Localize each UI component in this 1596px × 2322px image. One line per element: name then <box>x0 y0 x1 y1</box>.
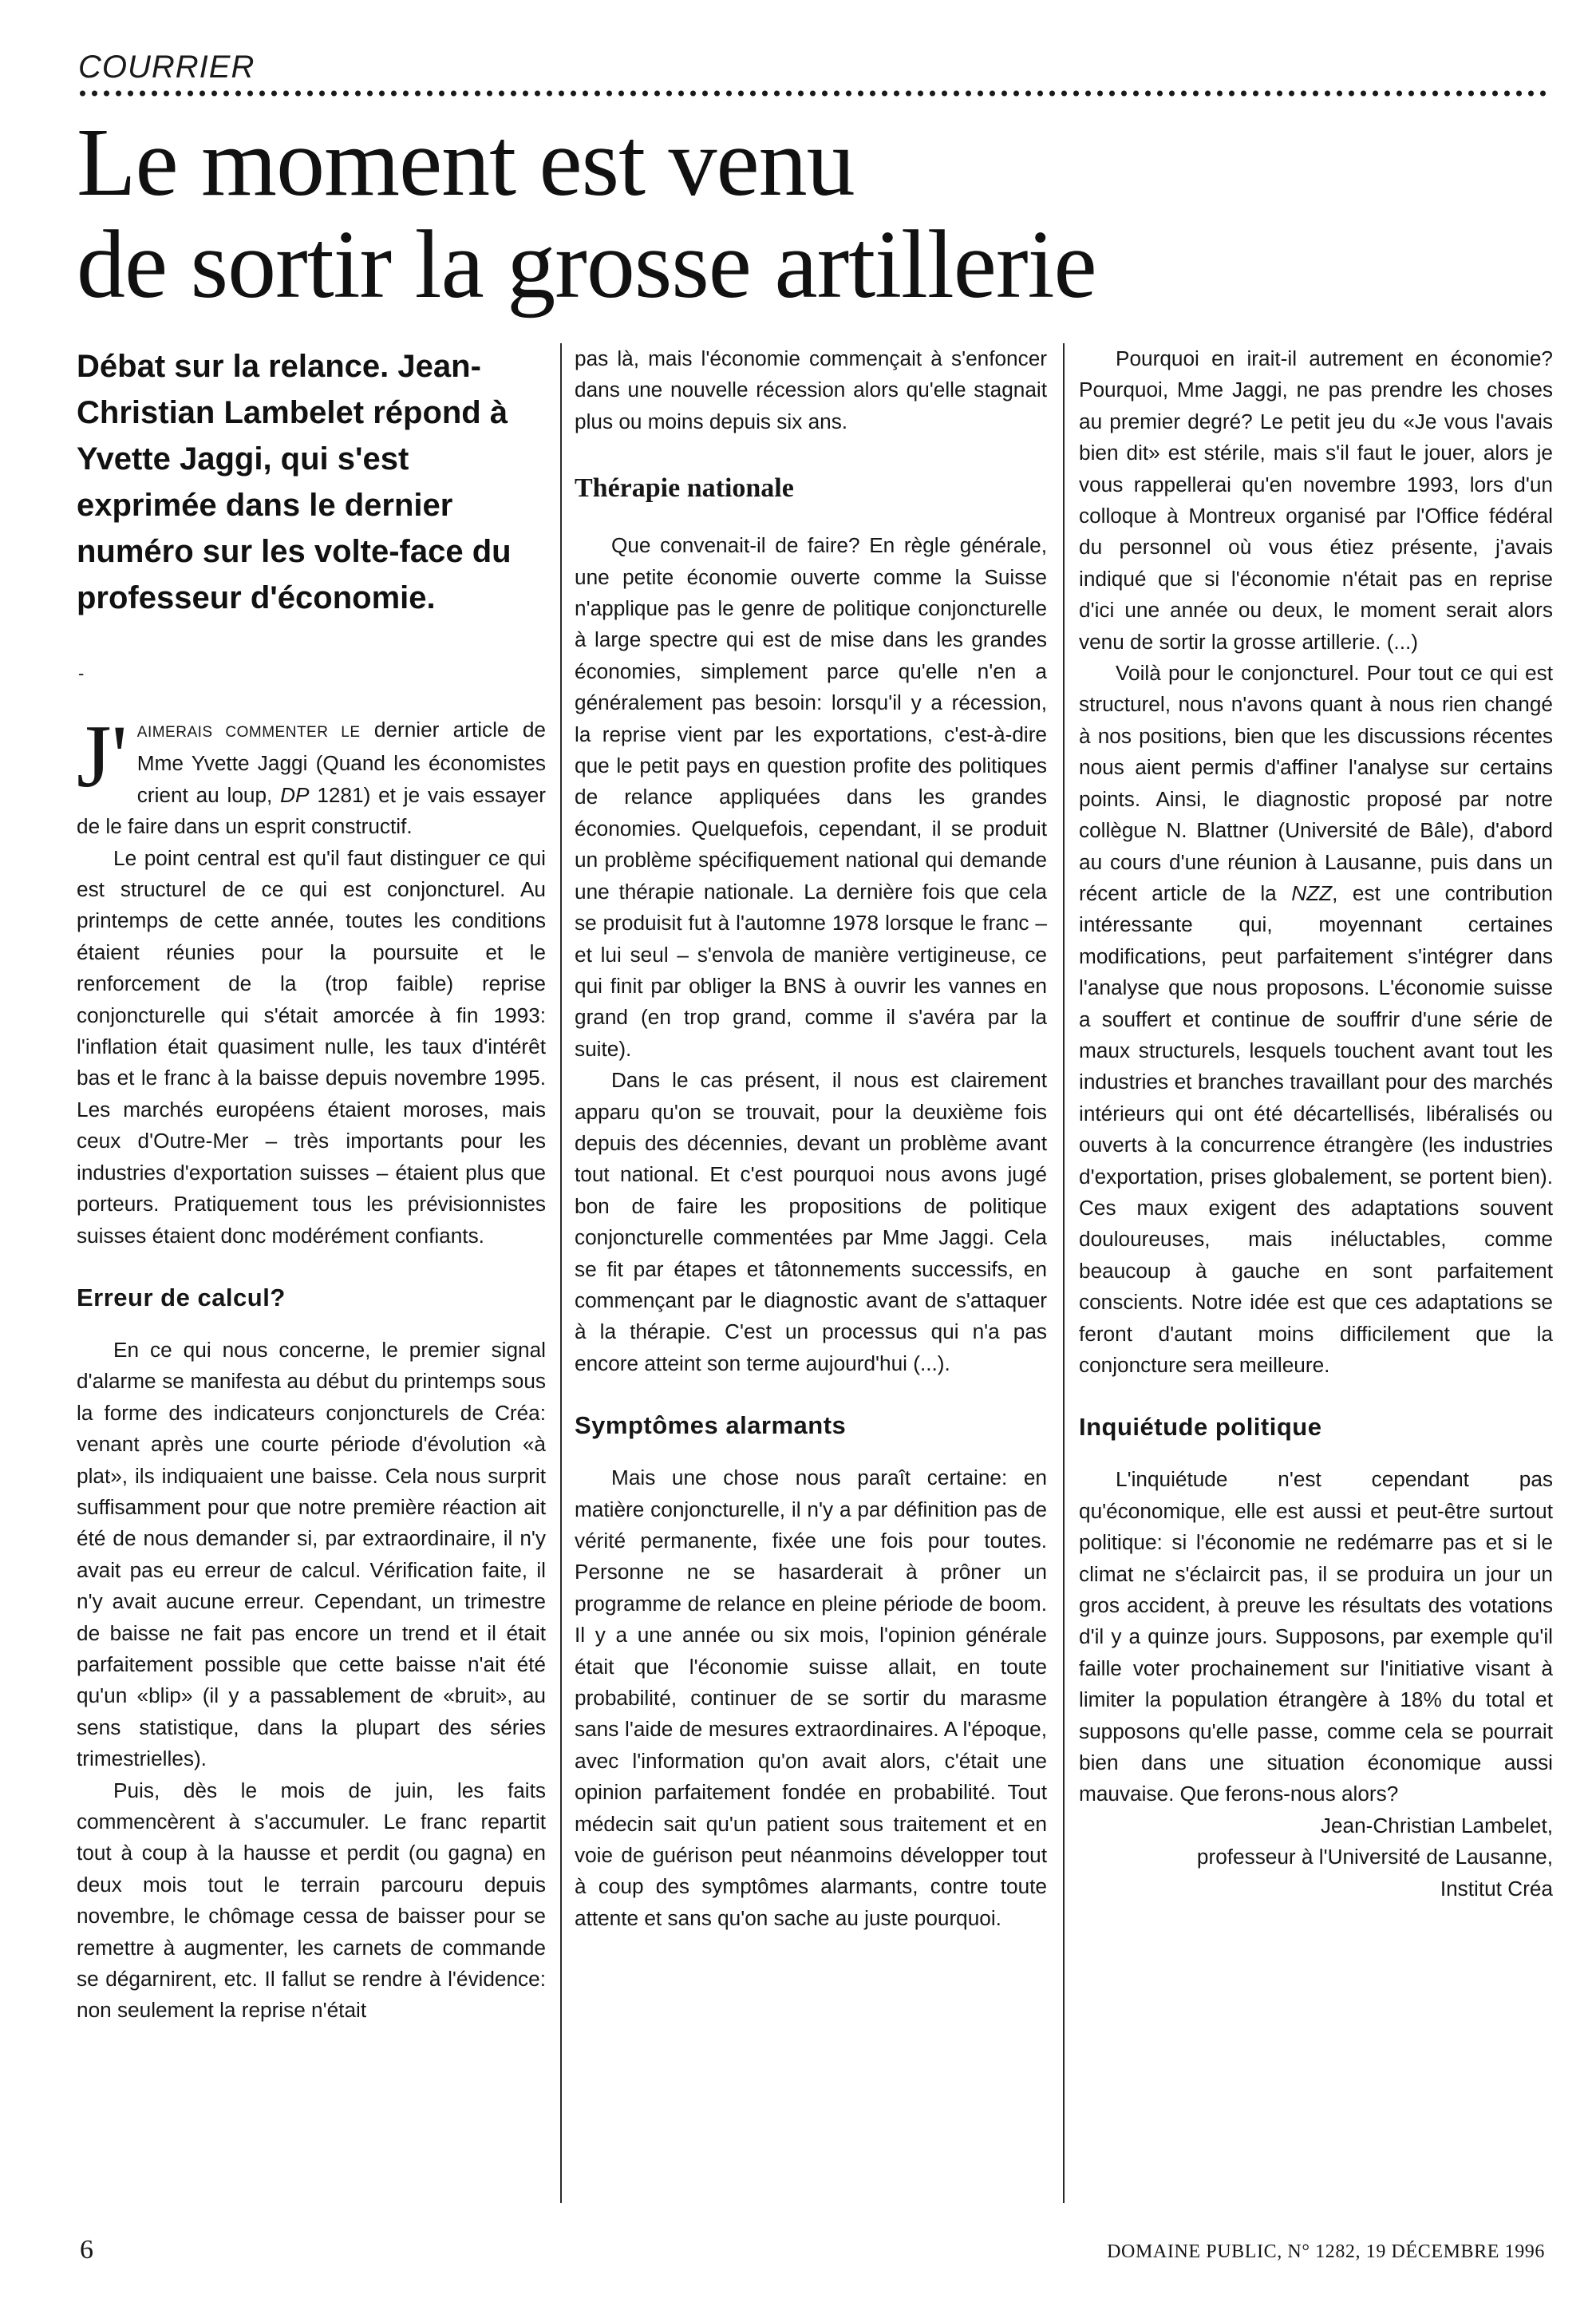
intro-ref: DP <box>280 782 310 807</box>
headline-line-2: de sortir la grosse artillerie <box>77 211 1096 318</box>
subheading-erreur: Erreur de calcul? <box>77 1283 286 1311</box>
signature-name: Jean-Christian Lambelet, <box>1320 1813 1553 1837</box>
paragraph-intro <box>77 707 547 843</box>
column-3 <box>1079 343 1553 1905</box>
lead-separator: - <box>78 663 85 683</box>
signature-role: professeur à l'Université de Lausanne, <box>1196 1845 1553 1869</box>
column-rule-2 <box>1063 343 1065 2203</box>
column-2 <box>575 343 1047 1934</box>
signature-institute: Institut Créa <box>1440 1876 1553 1901</box>
paragraph: Dans le cas présent, il nous est clairement apparu qu'on se trouvait, pour la deuxième fois depuis des décennies, devant un problème avant tout national. Et c'est pourquoi nous avons jugé bon de faire les propositions de politique conjoncturelle commentées par Mme Jaggi. Cela se fit par étapes et tâtonnements successifs, en commençant par le diagnostic avant de s'attaquer à la thérapie. C'est un processus qui n'a pas encore atteint son terme aujourd'hui (...). <box>575 1068 1047 1375</box>
dotted-rule <box>77 88 1547 99</box>
intro-text: dernier article de Mme Yvette Jaggi (Quand les économistes crient au loup, <box>136 718 546 807</box>
paragraph: Pourquoi en irait-il autrement en économie? Pourquoi, Mme Jaggi, ne pas prendre les choses au premier degré? Le petit jeu du «Je vous l'avais bien dit» est stérile, mais s'il faut le jouer, alors je vous rappellerai qu'en novembre 1993, lors d'un colloque à Montreux organisé par l'Office fédéral du personnel où vous étiez présente, j'avais indiqué que si l'économie n'était pas en reprise d'ici une année ou deux, le moment serait alors venu de sortir la grosse artillerie. (...) <box>1079 346 1553 654</box>
paragraph <box>1079 658 1553 1381</box>
paragraph-part-a: Voilà pour le conjoncturel. Pour tout ce qui est structurel, nous n'avons quant à nous rien changé à nos positions, bien que les discussions récentes nous aient permis d'affiner l'analyse sur certains points. Ainsi, le diagnostic proposé par notre collègue N. Blattner (Université de Bâle), d'abord au cours d'une réunion à Lausanne, puis dans un récent article de la <box>1079 661 1553 905</box>
drop-cap: J' <box>77 707 128 806</box>
paragraph: Le point central est qu'il faut distinguer ce qui est structurel de ce qui est conjoncturel. Au printemps de cette année, toutes les conditions étaient réunies pour la poursuite et le renforcement de la (trop faible) reprise conjoncturelle qui s'était amorcée à fin 1993: l'inflation était quasiment nulle, les taux d'intérêt bas et le franc à la baisse depuis novembre 1995. Les marchés européens étaient moroses, mais ceux d'Outre-Mer – très importants pour les industries d'exportation suisses – étaient plus que porteurs. Pratiquement tous les prévisionnistes suisses étaient donc modérément confiants. <box>77 845 546 1248</box>
subheading-symptomes: Symptômes alarmants <box>575 1411 847 1440</box>
paragraph-continued: pas là, mais l'économie commençait à s'enfoncer dans une nouvelle récession alors qu'elle stagnait plus ou moins depuis six ans. <box>575 346 1047 433</box>
column-1 <box>77 343 546 2027</box>
paragraph: Que convenait-il de faire? En règle générale, une petite économie ouverte comme la Suisse n'applique pas le genre de politique conjoncturelle à large spectre qui est de mise dans les grandes économies, simplement parce qu'elle n'en a généralement pas besoin: lorsqu'il y a récession, la reprise vient par les exportations, c'est-à-dire que le petit pays en question profite des politiques de relance appliquées dans les grandes économies. Quelquefois, cependant, il se produit un problème spécifiquement national qui demande une thérapie nationale. La dernière fois que cela se produisit fut à l'automne 1978 lorsque le franc – et lui seul – s'envola de manière vertigineuse, ce qui finit par obliger la BNS à ouvrir les vannes en grand (en trop grand, comme il s'avéra par la suite). <box>575 533 1047 1061</box>
smallcaps-lead: AIMERAIS COMMENTER LE <box>136 724 361 741</box>
subheading-therapie: Thérapie nationale <box>575 473 794 504</box>
section-rubric: COURRIER <box>78 49 255 85</box>
paragraph: Mais une chose nous paraît certaine: en matière conjoncturelle, il n'y a par définition pas de vérité permanente, fixée une fois pour toutes. Personne ne se hasarderait à prôner un programme de relance en pleine période de boom. Il y a une année ou six mois, l'opinion générale était que l'économie suisse allait, en toute probabilité, continuer de se sortir du marasme sans l'aide de mesures extraordinaires. A l'époque, avec l'information qu'on avait alors, c'était une opinion parfaitement fondée en probabilité. Tout médecin sait qu'un patient sous traitement et en voie de guérison peut néanmoins développer tout à coup des symptômes alarmants, contre toute attente et sans qu'on sache au juste pourquoi. <box>575 1466 1047 1930</box>
headline-line-1: Le moment est venu <box>77 109 855 216</box>
paragraph: Puis, dès le mois de juin, les faits commencèrent à s'accumuler. Le franc repartit tout à coup à la hausse et perdit (ou gagna) en deux mois tout le terrain parcouru depuis novembre, le chômage cessa de baisser pour se remettre à augmenter, les carnets de commande se dégarnirent, etc. Il fallut se rendre à l'évidence: non seulement la reprise n'était <box>77 1778 546 2023</box>
publication-footer: DOMAINE PUBLIC, N° 1282, 19 DÉCEMBRE 1996 <box>1107 2241 1545 2262</box>
intro-text-2: 1281) et je vais essayer de le faire dans un esprit constructif. <box>77 782 547 839</box>
paragraph-part-b: , est une contribution intéressante qui, moyennant certaines modifications, peut parfaitement s'intégrer dans l'analyse que nous proposons. L'économie suisse a souffert et continue de souffrir d'une série de maux structurels, lesquels touchent avant tout les industries et branches travaillant pour des marchés intérieurs qui ont été décartellisés, libéralisés ou ouverts à la concurrence étrangère (les industries d'exportation, prises globalement, se portent bien). Ces maux exigent des adaptations souvent douloureuses, mais inéluctables, comme beaucoup à gauche en sont parfaitement conscients. Notre idée est que ces adaptations se feront d'autant moins difficilement que la conjoncture sera meilleure. <box>1079 880 1553 1377</box>
article-lead: Débat sur la relance. Jean-Christian Lambelet répond à Yvette Jaggi, qui s'est exprimée dans le dernier numéro sur les volte-face du professeur d'économie. <box>77 349 512 615</box>
paragraph: L'inquiétude n'est cependant pas qu'économique, elle est aussi et peut-être surtout politique: si l'économie ne redémarre pas et si le climat ne s'éclaircit pas, il se produira un jour un gros accident, à preuve les résultats des votations d'il y a quinze jours. Supposons, par exemple qu'il faille voter prochainement sur l'initiative visant à limiter la population étrangère à 18% du total et supposons qu'elle passe, comme cela se pourrait bien dans une situation économique aussi mauvaise. Que ferons-nous alors? <box>1079 1467 1553 1806</box>
paragraph: En ce qui nous concerne, le premier signal d'alarme se manifesta au début du printemps sous la forme des indicateurs conjoncturels de Créa: venant après une courte période d'évolution «à plat», ils indiquaient une baisse. Cela nous surprit suffisamment pour que notre première réaction ait été de nous demander si, par extraordinaire, il n'y avait pas eu erreur de calcul. Vérification faite, il n'y avait aucune erreur. Cependant, un trimestre de baisse ne fait pas encore un trend et il était parfaitement possible que cette baisse n'ait été qu'un «blip» (il y a passablement de «bruit», au sens statistique, dans la plupart des séries trimestrielles). <box>77 1337 546 1771</box>
page-number: 6 <box>80 2235 93 2265</box>
column-rule-1 <box>560 343 562 2203</box>
article-headline <box>77 109 1096 318</box>
nzz-ref: NZZ <box>1291 880 1333 905</box>
subheading-inquietude: Inquiétude politique <box>1079 1413 1322 1442</box>
